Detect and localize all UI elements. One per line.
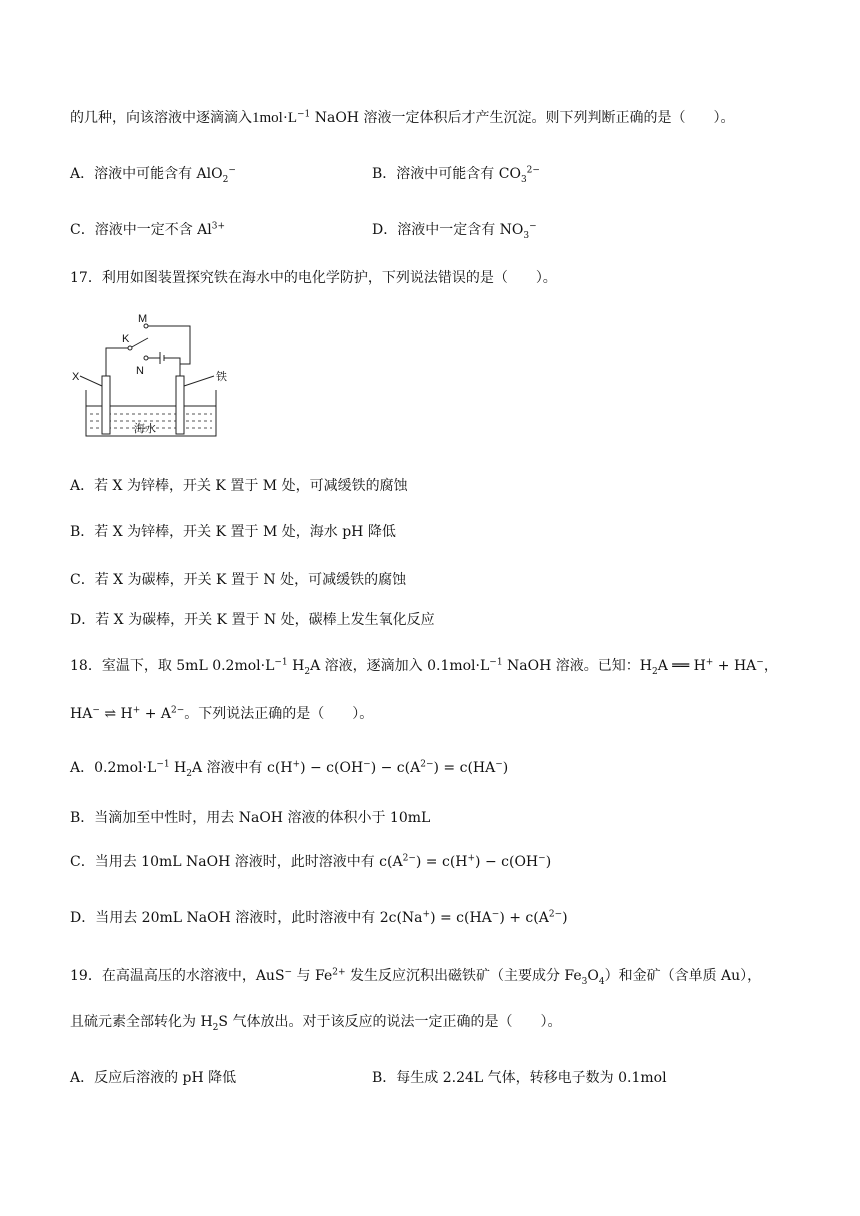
- q19-option-a: A．反应后溶液的 pH 降低: [70, 1070, 237, 1086]
- electrode-iron: [176, 376, 184, 434]
- electrochemistry-apparatus-figure: [68, 306, 248, 446]
- q19-stem-line2: 且硫元素全部转化为 $H_2S$ 气体放出。对于该反应的说法一定正确的是（ ）。: [70, 1014, 562, 1033]
- contact-n: [144, 356, 148, 360]
- q18-option-d: D．当用去 20mL NaOH 溶液时，此时溶液中有 $2c(Na^+) = c(HA^-) + c(A^{2-})$: [70, 909, 568, 926]
- q16-option-b: B．溶液中可能含有 $CO_3^{2-}$: [372, 165, 540, 185]
- switch-k: [130, 338, 148, 348]
- label-m: M: [138, 313, 148, 325]
- q16-stem: 的几种，向该溶液中逐滴滴入$1mol\cdot L^{-1}$ NaOH 溶液一定体积后才产生沉淀。则下列判断正确的是（ ）。: [70, 109, 735, 126]
- label-n: N: [136, 365, 144, 377]
- label-x: X: [72, 371, 80, 383]
- wire-m: [148, 326, 190, 376]
- contact-k: [128, 346, 132, 350]
- label-seawater: 海水: [134, 423, 156, 435]
- q18-stem: 18．室温下，取 5mL $0.2mol\cdot L^{-1}$ $H_2A$ 溶液，逐滴加入 $0.1mol\cdot L^{-1}$ NaOH 溶液。已知：$H_2A$ ══ H+ + HA−，: [70, 657, 778, 677]
- q17-option-c: C．若 X 为碳棒，开关 K 置于 N 处，可减缓铁的腐蚀: [70, 572, 407, 588]
- wire-x: [106, 348, 130, 376]
- label-iron: 铁: [216, 371, 227, 383]
- q18-option-a: A．$0.2mol\cdot L^{-1}$ $H_2A$ 溶液中有 $c(H^+) - c(OH^-) - c(A^{2-}) = c(HA^-)$: [70, 759, 509, 779]
- q18-option-b: B．当滴加至中性时，用去 NaOH 溶液的体积小于 10mL: [70, 810, 431, 826]
- q18-option-c: C．当用去 10mL NaOH 溶液时，此时溶液中有 $c(A^{2-}) = c(H^+) - c(OH^-)$: [70, 853, 552, 870]
- q18-stem-line2: HA− ⇌ $H^+ + A^{2-}$。下列说法正确的是（ ）。: [70, 705, 374, 722]
- q19-stem: 19．在高温高压的水溶液中，AuS− 与 $Fe^{2+}$ 发生反应沉积出磁铁矿（主要成分 $Fe_3O_4$）和金矿（含单质 Au），: [70, 967, 762, 987]
- q17-option-a: A．若 X 为锌棒，开关 K 置于 M 处，可减缓铁的腐蚀: [70, 478, 408, 494]
- q17-option-b: B．若 X 为锌棒，开关 K 置于 M 处，海水 pH 降低: [70, 524, 396, 540]
- label-k: K: [122, 333, 130, 345]
- q16-option-c: C．溶液中一定不含 $Al^{3+}$: [70, 221, 226, 238]
- q19-option-b: B．每生成 2.24L 气体，转移电子数为 0.1mol: [372, 1070, 667, 1086]
- q16-option-d: D．溶液中一定含有 $NO_3^-$: [372, 221, 537, 241]
- q17-stem: 17．利用如图装置探究铁在海水中的电化学防护，下列说法错误的是（ ）。: [70, 270, 557, 286]
- wire-battery: [164, 358, 180, 376]
- q16-option-a: A．溶液中可能含有 AlO$_2$−: [70, 165, 236, 185]
- q17-option-d: D．若 X 为碳棒，开关 K 置于 N 处，碳棒上发生氧化反应: [70, 612, 435, 628]
- electrode-x: [102, 376, 110, 434]
